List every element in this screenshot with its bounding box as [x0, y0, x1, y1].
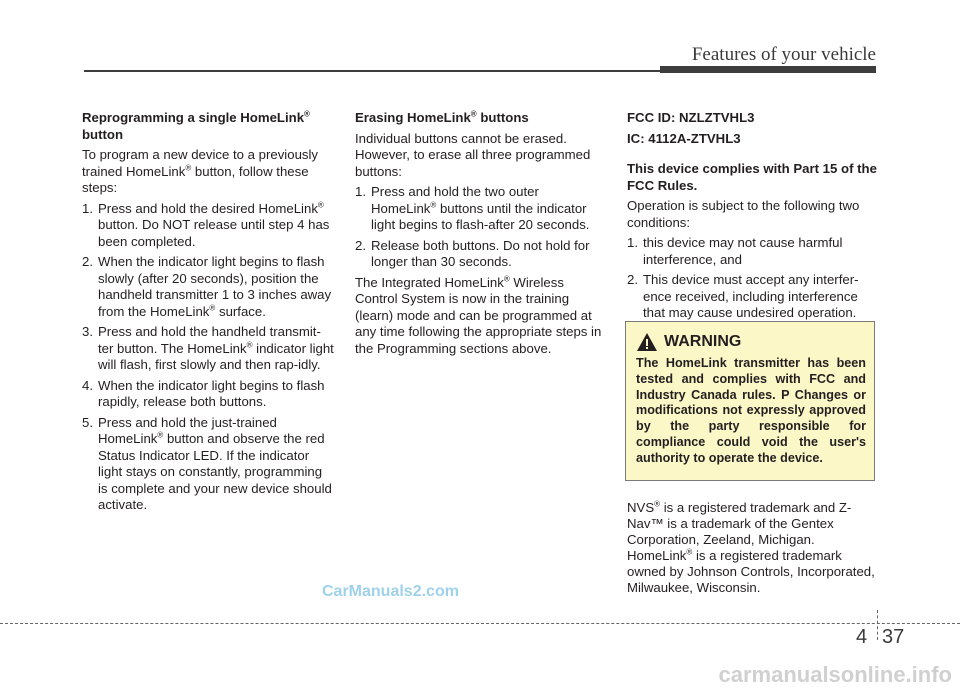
page-number: 37 [882, 626, 905, 648]
list-item: 5. Press and hold the just-trained HomeLink® button and observe the red Status Indicator LED. If the indicator light stays on constantly, programming is complete and your new device should activate. [82, 414, 332, 512]
list-item: 2. Release both buttons. Do not hold for longer than 30 seconds. [355, 237, 590, 269]
warning-text: The HomeLink transmitter has been tested and complies with FCC and Industry Canada rules. P Changes or modifications not expressly approved by the party responsible for compliance could void the user's authority to operate the device. [636, 356, 866, 465]
heading-reprogramming: Reprogramming a single HomeLink® button [82, 109, 310, 142]
header-rule-accent [660, 66, 876, 73]
intro-paragraph: To program a new device to a previously trained HomeLink® button, follow these steps: [82, 147, 319, 195]
training-mode-paragraph: The Integrated HomeLink® Wireless Control System is now in the training (learn) mode and can be programmed at any time following the appropriate steps in the Programming sections above. [355, 274, 602, 356]
section-title: Features of your vehicle [691, 44, 876, 65]
list-item: 1. Press and hold the two outer HomeLink® buttons until the indicator light begins to flash-after 20 seconds. [355, 184, 590, 232]
footer-rule [0, 623, 960, 624]
list-item: 1. this device may not cause harmful interference, and [627, 235, 843, 267]
intro-paragraph: Individual buttons cannot be erased. However, to erase all three programmed buttons: [355, 130, 591, 179]
list-item: 4. When the indicator light begins to flash rapidly, release both buttons. [82, 377, 325, 409]
list-item: 1. Press and hold the desired HomeLink® button. Do NOT release until step 4 has been completed. [82, 200, 330, 249]
erasing-steps [355, 184, 605, 271]
trademark-paragraph: NVS® is a registered trademark and Z-Nav™ is a trademark of the Gentex Corporation, Zeeland, Michigan. HomeLink® is a registered trademark owned by Johnson Controls, Incorporated, Milwaukee, Wisconsin. [627, 499, 875, 595]
warning-label: WARNING [664, 333, 742, 350]
reprogramming-steps [82, 201, 334, 514]
watermark-url: carmanualsonline.info [718, 662, 952, 687]
chapter-number: 4 [856, 626, 868, 648]
column-reprogramming [82, 110, 334, 518]
compliance-heading: This device complies with Part 15 of the FCC Rules. [627, 161, 877, 193]
intro-paragraph: Operation is subject to the following two conditions: [627, 198, 860, 230]
fcc-conditions [627, 235, 877, 322]
watermark-logo: CarManuals2.com [322, 583, 459, 600]
list-item: 3. Press and hold the handheld transmit-ter button. The HomeLink® indicator light will flash, first slowly and then rap-idly. [82, 324, 334, 372]
fcc-id: FCC ID: NZLZTVHL3 [627, 110, 755, 125]
column-fcc [627, 110, 877, 326]
list-item: 2. When the indicator light begins to flash slowly (after 20 seconds), position the handheld transmitter 1 to 3 inches away from the HomeLink® surface. [82, 254, 332, 319]
footer-divider [877, 610, 878, 640]
ic-number: IC: 4112A-ZTVHL3 [627, 130, 741, 146]
warning-box [625, 321, 875, 481]
header-rule [84, 70, 660, 72]
heading-erasing: Erasing HomeLink® buttons [355, 109, 529, 125]
list-item: 2. This device must accept any interfer-ence received, including interference that may cause undesired operation. [627, 272, 859, 320]
column-erasing [355, 110, 605, 361]
warning-triangle-icon [636, 332, 658, 352]
warning-title [636, 332, 866, 352]
